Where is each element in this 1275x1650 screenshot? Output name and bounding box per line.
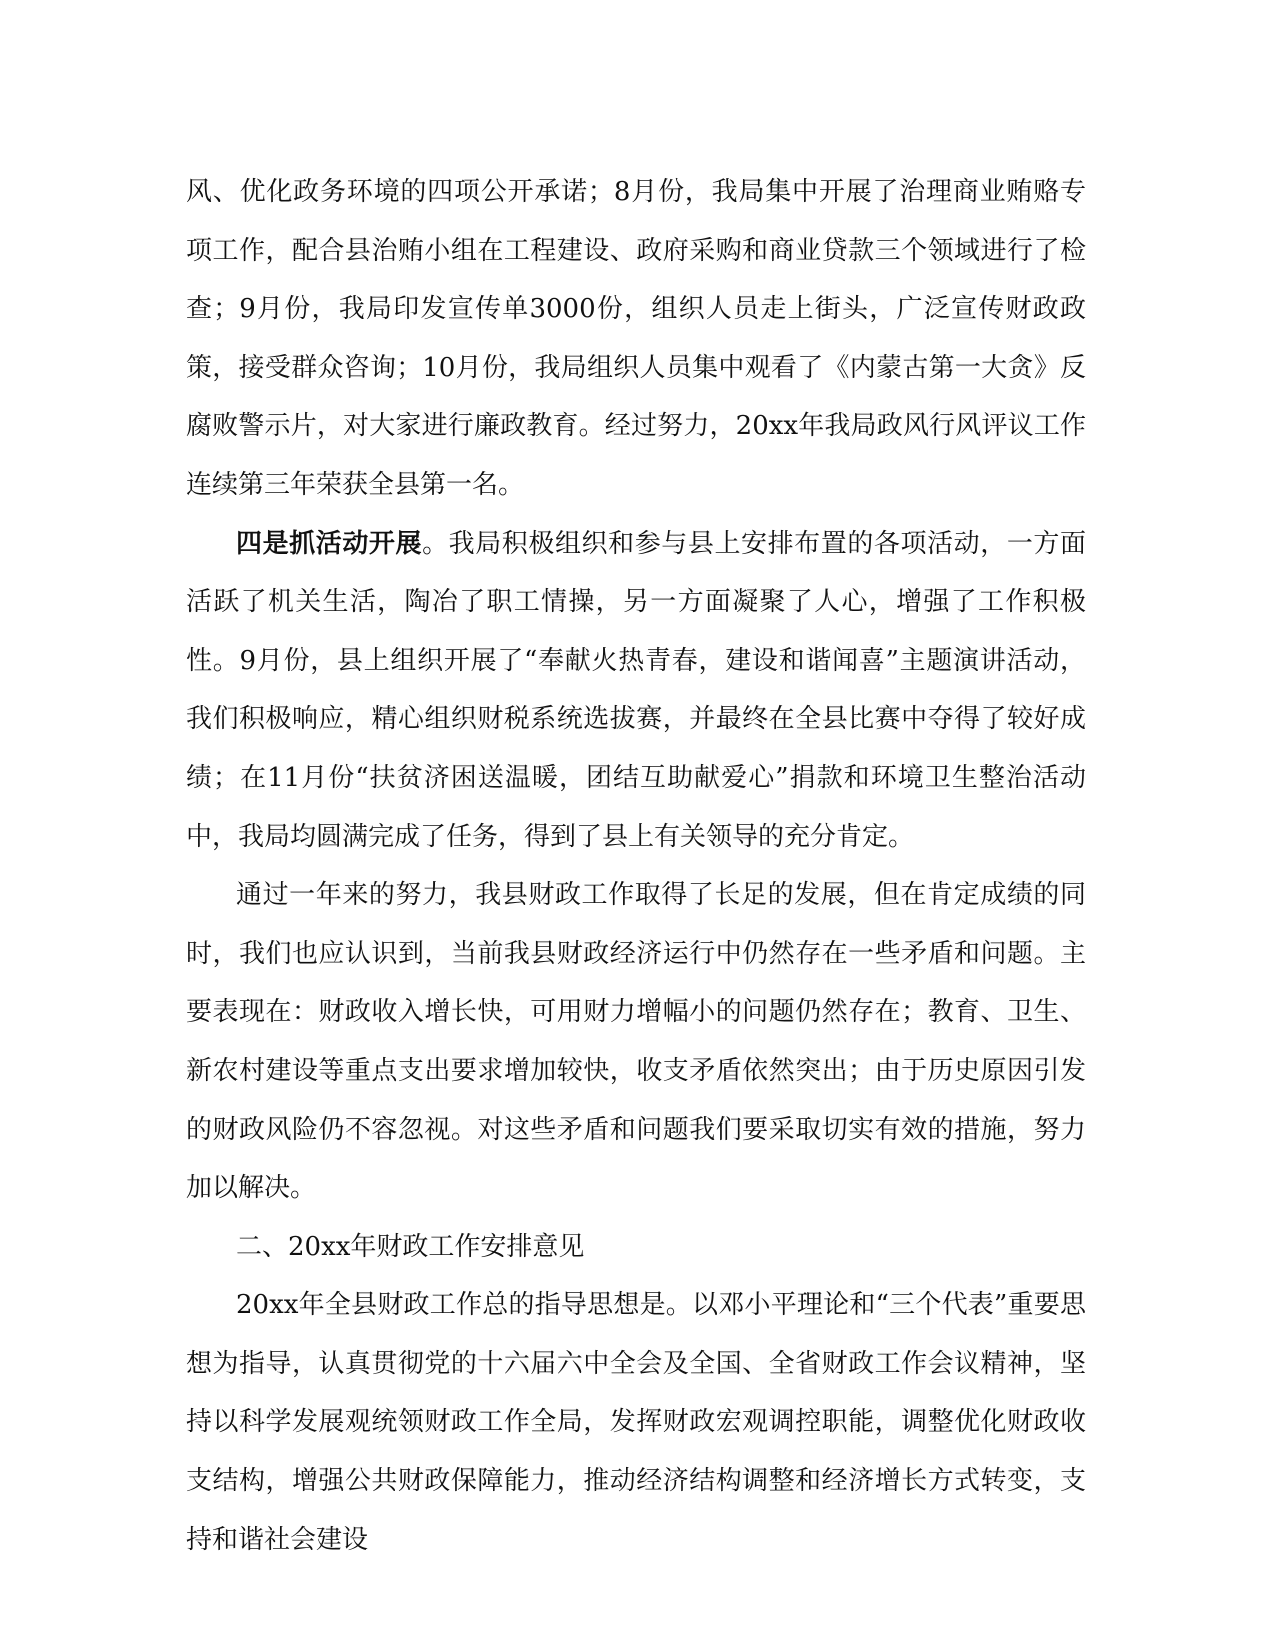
paragraph-lead-heading: 四是抓活动开展 — [236, 528, 423, 559]
paragraph-text: 。我局积极组织和参与县上安排布置的各项活动，一方面活跃了机关生活，陶冶了职工情操，另一方面凝聚了人心，增强了工作积极性。9月份，县上组织开展了“奉献火热青春，建设和谐闻喜”主题演讲活动，我们积极响应，精心组织财税系统选拔赛，并最终在全县比赛中夺得了较好成绩；在11月份“扶贫济困送温暖，团结互助献爱心”捐款和环境卫生整治活动中，我局均圆满完成了任务，得到了县上有关领导的充分肯定。 — [186, 528, 1086, 852]
document-page — [186, 163, 1086, 1569]
paragraph-text: 通过一年来的努力，我县财政工作取得了长足的发展，但在肯定成绩的同时，我们也应认识到，当前我县财政经济运行中仍然存在一些矛盾和问题。主要表现在：财政收入增长快，可用财力增幅小的问题仍然存在；教育、卫生、新农村建设等重点支出要求增加较快，收支矛盾依然突出；由于历史原因引发的财政风险仍不容忽视。对这些矛盾和问题我们要采取切实有效的措施，努力加以解决。 — [186, 880, 1086, 1204]
paragraph-guiding-thought — [186, 1276, 1086, 1569]
paragraph-text: 20xx年全县财政工作总的指导思想是。以邓小平理论和“三个代表”重要思想为指导，认真贯彻党的十六届六中全会及全国、全省财政工作会议精神，坚持以科学发展观统领财政工作全局，发挥财政宏观调控职能，调整优化财政收支结构，增强公共财政保障能力，推动经济结构调整和经济增长方式转变，支持和谐社会建设 — [186, 1290, 1086, 1555]
paragraph-problems — [186, 866, 1086, 1218]
paragraph-activities — [186, 515, 1086, 867]
paragraph-text: 风、优化政务环境的四项公开承诺；8月份，我局集中开展了治理商业贿赂专项工作，配合县治贿小组在工程建设、政府采购和商业贷款三个领域进行了检查；9月份，我局印发宣传单3000份，组织人员走上街头，广泛宣传财政政策，接受群众咨询；10月份，我局组织人员集中观看了《内蒙古第一大贪》反腐败警示片，对大家进行廉政教育。经过努力，20xx年我局政风行风评议工作连续第三年荣获全县第一名。 — [186, 177, 1086, 500]
section-heading-work-plan — [186, 1218, 1086, 1277]
section-heading-text: 二、20xx年财政工作安排意见 — [236, 1231, 585, 1262]
paragraph-integrity-commitments — [186, 163, 1086, 515]
